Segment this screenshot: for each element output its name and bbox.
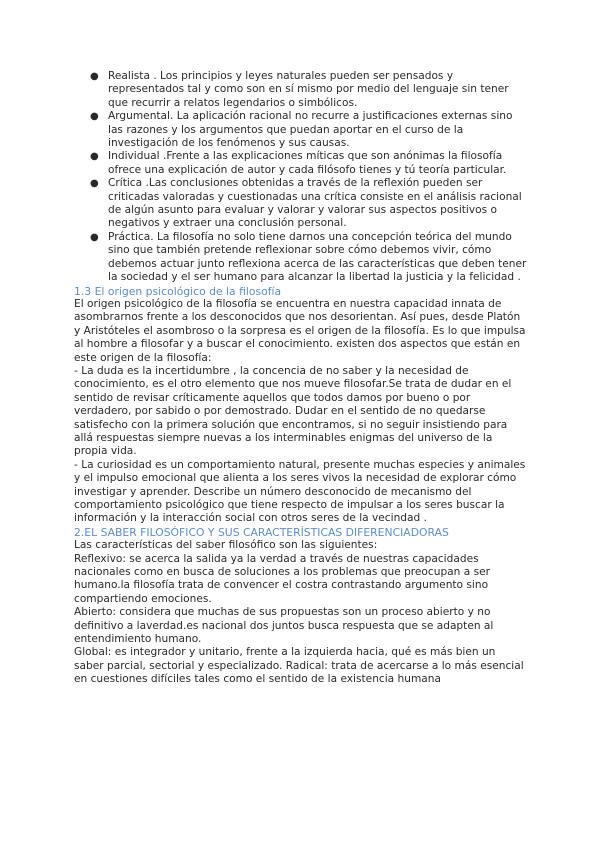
bullet-icon: ● [90, 71, 99, 82]
bullet-icon: ● [90, 151, 99, 163]
section-heading-origin: 1.3 El origen psicológico de la filosofía [74, 284, 282, 298]
list-item [74, 231, 528, 285]
paragraph: - La curiosidad es un comportamiento natural, presente muchas especies y animales y el impulso emocional que alienta a los seres vivos la necesidad de explorar cómo investigar y aprender. Describe un número desconocido de mecanismo del comportamiento psicológico que tiene respecto de impulsar a los seres buscar la información y la interacción social con otros seres de la vecindad . [74, 458, 526, 525]
bullet-icon: ● [90, 178, 99, 190]
paragraph: El origen psicológico de la filosofía se encuentra en nuestra capacidad innata de asombrarnos frente a los desconocidos que nos desorientan. Así pues, desde Platón y Aristóteles el asombroso o la sorpresa es el origen de la filosofía. Es lo que impulsa al hombre a filosofar y a buscar el conocimiento. existen dos aspectos que están en este origen de la filosofía: [74, 297, 526, 364]
bullet-icon: ● [90, 111, 99, 123]
paragraph: Reflexivo: se acerca la salida ya la verdad a través de nuestras capacidades nacionales como en busca de soluciones a los problemas que preocupan a ser humano.la filosofía trata de convencer el costra contrastando argumento sino compartiendo emociones. [74, 552, 491, 605]
list-item [74, 177, 528, 231]
list-item-text: Crítica .Las conclusiones obtenidas a través de la reflexión pueden ser criticadas valoradas y cuestionadas una crítica consiste en el análisis racional de algún asunto para evaluar y valorar y valorar sus aspectos positivos o negativos y extraer una conclusión personal. [108, 177, 522, 230]
paragraph: Abierto: considera que muchas de sus propuestas son un proceso abierto y no definitivo a laverdad.es nacional dos juntos busca respuesta que se adapten al entendimiento humano. [74, 606, 494, 646]
paragraph: Las características del saber filosófico son las siguientes: [74, 539, 378, 552]
paragraph: - La duda es la incertidumbre , la concencia de no saber y la necesidad de conocimiento, es el otro elemento que nos mueve filosofar.Se trata de dudar en el sentido de revisar críticamente aquellos que todos damos por bueno o por verdadero, por sabido o por demostrado. Dudar en el sentido de no quedarse satisfecho con la primera solución que encontramos, si no seguir insistiendo para allá respuestas siempre nuevas a los interminables enigmas del universo de la propia vida. [74, 364, 512, 458]
document-page [74, 70, 528, 687]
list-item-text: Individual .Frente a las explicaciones míticas que son anónimas la filosofía ofrece una explicación de autor y cada filósofo tienes y tú teoría particular. [108, 150, 507, 176]
section-heading-philosophical-knowledge: 2.EL SABER FILOSÓFICO Y SUS CARACTERÍSTICAS DIFERENCIADORAS [74, 525, 449, 539]
list-item-text: Práctica. La filosofía no solo tiene darnos una concepción teórica del mundo sino que también pretende reflexionar sobre cómo debemos vivir, cómo debemos actuar junto reflexiona acerca de las características que deben tener la sociedad y el ser humano para alcanzar la libertad la justicia y la felicidad . [108, 230, 527, 284]
list-item [74, 110, 528, 150]
paragraph: Global: es integrador y unitario, frente a la izquierda hacia, qué es más bien un saber parcial, sectorial y especializado. Radical: trata de acercarse a lo más esencial en cuestiones difíciles tales como el sentido de la existencia humana [74, 646, 524, 686]
list-item [74, 70, 528, 110]
characteristics-list [74, 70, 528, 285]
list-item-text: Argumental. La aplicación racional no recurre a justificaciones externas sino las razones y los argumentos que puedan aportar en el curso de la investigación de los fenómenos y sus causas. [108, 110, 513, 150]
list-item-text: Realista . Los principios y leyes naturales pueden ser pensados y representados tal y como son en sí mismo por medio del lenguaje sin tener que recurrir a relatos legendarios o simbólicos. [108, 70, 509, 109]
bullet-icon: ● [90, 231, 99, 243]
list-item [74, 150, 528, 177]
